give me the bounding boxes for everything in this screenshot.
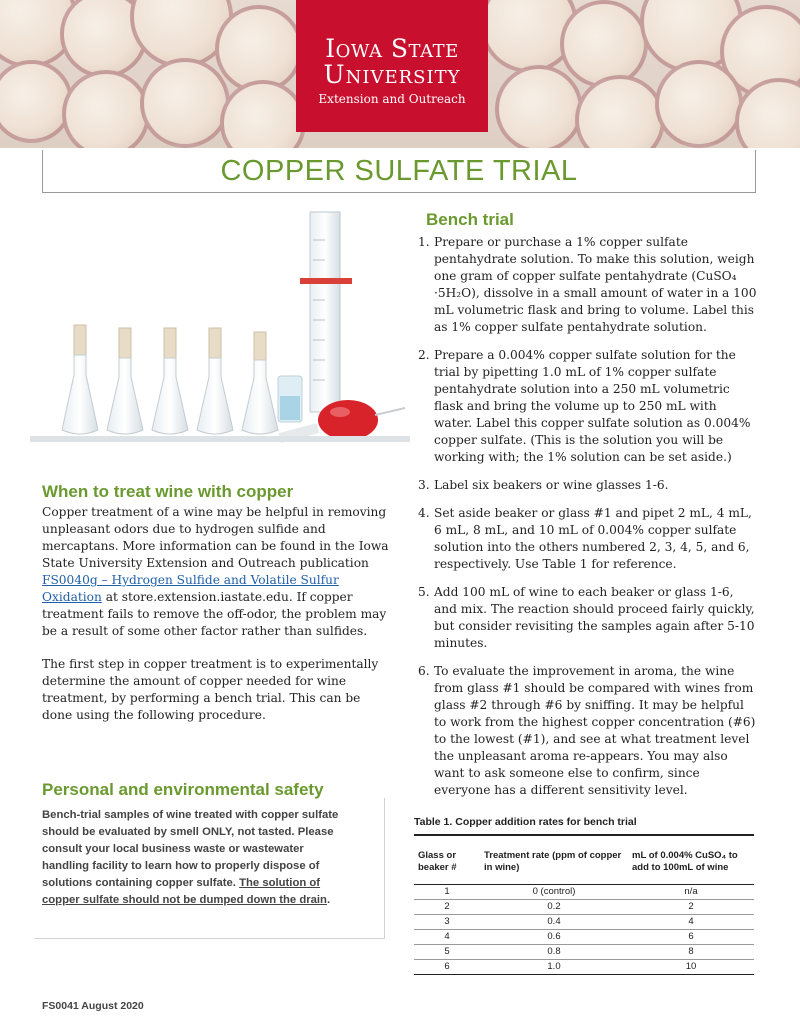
list-item: 4. Set aside beaker or glass #1 and pipet 2 mL, 4 mL, 6 mL, 8 mL, and 10 mL of 0.004% copper sulfate solution into the others numbered 2, 3, 4, 5, and 6, respectively. Use Table 1 for reference. bbox=[418, 506, 752, 571]
when-text-end: at store.extension.iastate.edu. If copper treatment fails to remove the off-odor, the problem may be a result of some other factor rather than sulfides. bbox=[42, 590, 387, 638]
page-title: COPPER SULFATE TRIAL bbox=[220, 155, 578, 187]
publication-link[interactable]: FS0040g – Hydrogen Sulfide and Volatile Sulfur Oxidation bbox=[42, 573, 339, 604]
table-row: 2 0.2 2 bbox=[414, 900, 754, 915]
list-item: 6. To evaluate the improvement in aroma, the wine from glass #1 should be compared with wines from glass #2 through #6 by sniffing. It may be helpful to work from the highest copper concentration (#6) to the lowest (#1), and see at what treatment level the unpleasant aroma re-appears. You may also want to ask someone else to confirm, since everyone has a different sensitivity level. bbox=[418, 664, 756, 797]
erlenmeyer-flasks bbox=[62, 325, 278, 434]
when-paragraph-1 bbox=[42, 504, 392, 640]
graduated-cylinder bbox=[310, 212, 340, 412]
logo-line1: Iowa State bbox=[325, 34, 459, 63]
list-item: 3. Label six beakers or wine glasses 1-6. bbox=[418, 478, 669, 492]
section-heading-when: When to treat wine with copper bbox=[42, 482, 294, 501]
logo-line2: University bbox=[323, 60, 461, 89]
table-row: 6 1.0 10 bbox=[414, 960, 754, 975]
logo-line3: Extension and Outreach bbox=[318, 92, 466, 106]
cylinder-collar bbox=[300, 278, 352, 284]
section-heading-bench-trial: Bench trial bbox=[426, 210, 514, 229]
column-header: Glass or beaker # bbox=[414, 835, 480, 885]
safety-text: Bench-trial samples of wine treated with copper sulfate should be evaluated by smell ONLY, not tasted. Please consult your local business waste or wastewater handling facility to learn how to properly dispose of solutions containing copper sulfate. bbox=[42, 809, 339, 889]
column-header: Treatment rate (ppm of copper in wine) bbox=[480, 835, 628, 885]
table-header-row bbox=[414, 835, 754, 885]
safety-warning: The solution of copper sulfate should not be dumped down the drain bbox=[42, 877, 327, 906]
table-row: 1 0 (control) n/a bbox=[414, 885, 754, 900]
column-header: mL of 0.004% CuSO₄ to add to 100mL of wine bbox=[628, 835, 754, 885]
header-banner bbox=[0, 0, 800, 148]
title-box bbox=[42, 150, 756, 193]
list-item: 5. Add 100 mL of wine to each beaker or glass 1-6, and mix. The reaction should proceed fairly quickly, but consider revisiting the samples again after 5-10 minutes. bbox=[418, 585, 755, 650]
copper-addition-table bbox=[414, 834, 754, 975]
list-item: 2. Prepare a 0.004% copper sulfate solution for the trial by pipetting 1.0 mL of 1% copper sulfate pentahydrate solution into a 250 mL volumetric flask and bring the volume up to 250 mL with water. Label this copper sulfate solution as 0.004% copper sulfate. (This is the solution you will be working with; the 1% solution can be set aside.) bbox=[418, 348, 751, 464]
when-text: Copper treatment of a wine may be helpful in removing unpleasant odors due to hydrogen sulfide and mercaptans. More information can be found in the Iowa State University Extension and Outreach publication bbox=[42, 505, 389, 570]
isu-logo bbox=[296, 0, 488, 132]
table-row: 4 0.6 6 bbox=[414, 930, 754, 945]
safety-notice: Bench-trial samples of wine treated with copper sulfate should be evaluated by smell ONLY, not tasted. Please consult your local business waste or wastewater handling facility to learn how to properly dispose of solutions containing copper sulfate. The solution of copper sulfate should not be dumped down the drain. bbox=[42, 809, 339, 906]
section-heading-safety: Personal and environmental safety bbox=[42, 780, 324, 799]
bench-trial-steps bbox=[418, 234, 758, 810]
list-item: 1. Prepare or purchase a 1% copper sulfate pentahydrate solution. To make this solution, weigh one gram of copper sulfate pentahydrate (CuSO₄ ·5H₂O), dissolve in a small amount of water in a 100 mL volumetric flask and bring to volume. Label this as 1% copper sulfate pentahydrate solution. bbox=[418, 235, 757, 334]
when-paragraph-2: The first step in copper treatment is to experimentally determine the amount of copper needed for wine treatment, by performing a bench trial. This can be done using the following procedure. bbox=[42, 657, 379, 722]
pipette-bulb bbox=[318, 400, 378, 440]
lab-equipment-illustration bbox=[30, 200, 410, 460]
table-caption: Table 1. Copper addition rates for bench trial bbox=[414, 816, 637, 828]
table-row: 5 0.8 8 bbox=[414, 945, 754, 960]
table-row: 3 0.4 4 bbox=[414, 915, 754, 930]
publication-footer: FS0041 August 2020 bbox=[42, 1000, 144, 1012]
